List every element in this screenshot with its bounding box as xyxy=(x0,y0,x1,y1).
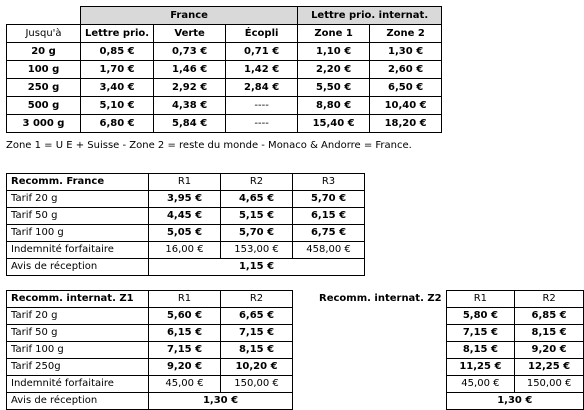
table-row xyxy=(315,342,584,359)
column-header: R1 xyxy=(446,291,515,308)
row-label: Tarif 20 g xyxy=(7,308,149,325)
table-cell: 6,80 € xyxy=(81,115,154,133)
row-label: Tarif 100 g xyxy=(7,225,149,242)
table-cell: 1,70 € xyxy=(81,61,154,79)
table-cell: 5,10 € xyxy=(81,97,154,115)
table-cell: 6,15 € xyxy=(293,208,365,225)
table-header-row xyxy=(7,291,293,308)
weight-cell: 500 g xyxy=(7,97,81,115)
table-cell: 4,45 € xyxy=(149,208,221,225)
table-cell: 2,92 € xyxy=(154,79,226,97)
france-header: France xyxy=(81,7,298,25)
table-cell: 9,20 € xyxy=(149,359,221,376)
table-cell: 3,95 € xyxy=(149,191,221,208)
weight-cell: 250 g xyxy=(7,79,81,97)
column-header: R2 xyxy=(221,291,293,308)
table-cell: 4,65 € xyxy=(221,191,293,208)
column-header: Zone 1 xyxy=(298,25,370,43)
column-header: R3 xyxy=(293,174,365,191)
table-cell: 7,15 € xyxy=(149,342,221,359)
row-label: Avis de réception xyxy=(7,393,149,410)
table-row xyxy=(7,79,442,97)
table-cell: 6,15 € xyxy=(149,325,221,342)
table-cell: 2,84 € xyxy=(226,79,298,97)
column-header: Jusqu'à xyxy=(7,25,81,43)
table-row xyxy=(7,61,442,79)
row-label: Avis de réception xyxy=(7,259,149,276)
table-row xyxy=(7,308,293,325)
table-cell: 0,85 € xyxy=(81,43,154,61)
table-cell: 150,00 € xyxy=(221,376,293,393)
table-row xyxy=(315,376,584,393)
table-title: Recomm. internat. Z1 xyxy=(7,291,149,308)
table-cell: 2,60 € xyxy=(370,61,442,79)
table-cell: 3,40 € xyxy=(81,79,154,97)
table-cell: 1,30 € xyxy=(446,393,583,410)
table-cell: 153,00 € xyxy=(221,242,293,259)
empty-cell xyxy=(315,376,446,393)
table-cell: 8,15 € xyxy=(446,342,515,359)
column-header: Zone 2 xyxy=(370,25,442,43)
table-row xyxy=(7,376,293,393)
weight-cell: 100 g xyxy=(7,61,81,79)
table-cell: 1,10 € xyxy=(298,43,370,61)
table-cell: 6,50 € xyxy=(370,79,442,97)
column-header: R1 xyxy=(149,174,221,191)
table-cell: 10,40 € xyxy=(370,97,442,115)
table-cell: 6,85 € xyxy=(515,308,584,325)
intl-header: Lettre prio. internat. xyxy=(298,7,442,25)
empty-cell xyxy=(315,393,446,410)
recomm-z1-table xyxy=(6,290,293,410)
table-row xyxy=(7,242,365,259)
table-row xyxy=(7,97,442,115)
table-row xyxy=(7,208,365,225)
table-cell: 10,20 € xyxy=(221,359,293,376)
table-cell: 5,84 € xyxy=(154,115,226,133)
row-label: Tarif 50 g xyxy=(7,208,149,225)
table-cell: 8,15 € xyxy=(221,342,293,359)
empty-cell xyxy=(315,325,446,342)
table-cell: 9,20 € xyxy=(515,342,584,359)
table-cell: 18,20 € xyxy=(370,115,442,133)
table-cell: 5,05 € xyxy=(149,225,221,242)
row-label: Tarif 50 g xyxy=(7,325,149,342)
table-title: Recomm. internat. Z2 xyxy=(319,293,442,304)
table-row xyxy=(7,43,442,61)
table-cell: 1,46 € xyxy=(154,61,226,79)
table-row xyxy=(315,325,584,342)
table-row xyxy=(7,259,365,276)
empty-cell xyxy=(315,342,446,359)
table-cell: 8,80 € xyxy=(298,97,370,115)
row-label: Tarif 20 g xyxy=(7,191,149,208)
row-label: Tarif 250g xyxy=(7,359,149,376)
table-cell: 15,40 € xyxy=(298,115,370,133)
table-cell: ---- xyxy=(226,97,298,115)
table-cell: 150,00 € xyxy=(515,376,584,393)
table-row xyxy=(7,393,293,410)
table-cell: 5,70 € xyxy=(221,225,293,242)
empty-corner xyxy=(7,7,81,25)
table-row xyxy=(7,191,365,208)
table-row xyxy=(7,115,442,133)
table-cell: 6,65 € xyxy=(221,308,293,325)
table-cell: 12,25 € xyxy=(515,359,584,376)
table-cell: 16,00 € xyxy=(149,242,221,259)
table-cell: 7,15 € xyxy=(221,325,293,342)
recomm-z2-table xyxy=(315,290,584,410)
table-cell: 458,00 € xyxy=(293,242,365,259)
column-header: R2 xyxy=(515,291,584,308)
table-cell: 7,15 € xyxy=(446,325,515,342)
table-header-row xyxy=(7,174,365,191)
column-header: Verte xyxy=(154,25,226,43)
zone-note: Zone 1 = U E + Suisse - Zone 2 = reste du monde - Monaco & Andorre = France. xyxy=(6,140,412,151)
table-header-row xyxy=(315,291,584,308)
table-row xyxy=(315,308,584,325)
table-title: Recomm. France xyxy=(7,174,149,191)
table-cell: 45,00 € xyxy=(149,376,221,393)
table-cell: 6,75 € xyxy=(293,225,365,242)
row-label: Indemnité forfaitaire xyxy=(7,242,149,259)
table-cell: 5,80 € xyxy=(446,308,515,325)
table-cell: ---- xyxy=(226,115,298,133)
table-cell: 1,42 € xyxy=(226,61,298,79)
table-row xyxy=(7,342,293,359)
table-cell: 5,50 € xyxy=(298,79,370,97)
table-row xyxy=(315,359,584,376)
table-cell: 11,25 € xyxy=(446,359,515,376)
table-cell: 0,73 € xyxy=(154,43,226,61)
table-cell: 5,70 € xyxy=(293,191,365,208)
empty-cell xyxy=(315,308,446,325)
column-header-row xyxy=(7,25,442,43)
table-cell: 2,20 € xyxy=(298,61,370,79)
weight-cell: 3 000 g xyxy=(7,115,81,133)
weight-cell: 20 g xyxy=(7,43,81,61)
table-cell: 1,15 € xyxy=(149,259,365,276)
table-cell: 8,15 € xyxy=(515,325,584,342)
table-row xyxy=(315,393,584,410)
table-cell: 1,30 € xyxy=(149,393,293,410)
column-header: R2 xyxy=(221,174,293,191)
table-row xyxy=(7,225,365,242)
table-cell: 1,30 € xyxy=(370,43,442,61)
table-row xyxy=(7,359,293,376)
column-header: R1 xyxy=(149,291,221,308)
table-cell: 0,71 € xyxy=(226,43,298,61)
column-header: Lettre prio. xyxy=(81,25,154,43)
empty-cell xyxy=(315,359,446,376)
table-cell: 45,00 € xyxy=(446,376,515,393)
row-label: Indemnité forfaitaire xyxy=(7,376,149,393)
table-cell: 5,15 € xyxy=(221,208,293,225)
recomm-france-table xyxy=(6,173,365,276)
table-cell: 4,38 € xyxy=(154,97,226,115)
table-cell: 5,60 € xyxy=(149,308,221,325)
table-row xyxy=(7,325,293,342)
column-header: Écopli xyxy=(226,25,298,43)
row-label: Tarif 100 g xyxy=(7,342,149,359)
tariffs-table xyxy=(6,6,442,133)
